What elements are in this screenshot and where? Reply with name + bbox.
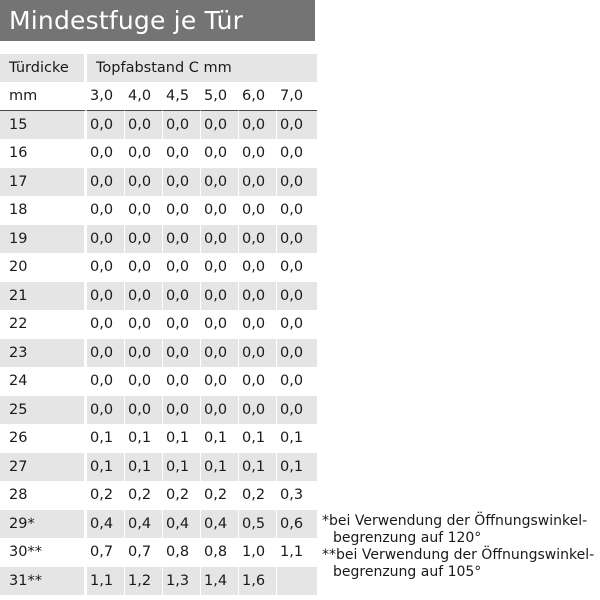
row-label: 16: [0, 139, 87, 168]
table-cell: 0,0: [163, 253, 201, 282]
row-label: 27: [0, 453, 87, 482]
header-row-2: [0, 82, 317, 111]
table-cell: 0,0: [239, 339, 277, 368]
column-header: 7,0: [277, 82, 317, 111]
table-cell: 0,1: [87, 424, 125, 453]
table-cell: 0,0: [87, 168, 125, 197]
table-row: [0, 168, 317, 197]
table-cell: 0,0: [163, 225, 201, 254]
table-cell: 0,8: [201, 538, 239, 567]
column-header: 4,5: [163, 82, 201, 111]
table-cell: 0,0: [239, 310, 277, 339]
table-cell: 0,0: [163, 367, 201, 396]
table-cell: 0,0: [125, 253, 163, 282]
row-label: 20: [0, 253, 87, 282]
table-cell: 0,0: [163, 111, 201, 140]
row-label: 23: [0, 339, 87, 368]
row-label: 31**: [0, 567, 87, 596]
table-cell: 0,1: [201, 424, 239, 453]
table-cell: 0,7: [125, 538, 163, 567]
table-row: [0, 567, 317, 596]
table-cell: 0,0: [87, 196, 125, 225]
row-label: 24: [0, 367, 87, 396]
table-cell: 0,0: [239, 111, 277, 140]
row-label: 30**: [0, 538, 87, 567]
table-row: [0, 367, 317, 396]
table-cell: 0,0: [125, 111, 163, 140]
table-cell: 0,0: [87, 225, 125, 254]
table-cell: 1,1: [280, 544, 304, 561]
table-cell: 0,0: [239, 282, 277, 311]
table-cell: 1,6: [239, 567, 277, 596]
table-cell: 0,0: [239, 253, 277, 282]
table-cell: 0,0: [87, 310, 125, 339]
footnotes: [322, 513, 594, 581]
table-cell: 0,0: [201, 196, 239, 225]
table-cell: 0,0: [125, 168, 163, 197]
table-cell: 0,0: [125, 139, 163, 168]
table-cell: 0,0: [125, 282, 163, 311]
table-cell: 0,1: [163, 424, 201, 453]
table-cell: 0,0: [280, 145, 304, 162]
table-cell: 0,0: [163, 196, 201, 225]
footnote-1-line-1: *bei Verwendung der Öffnungswinkel-: [322, 513, 588, 529]
row-label: 21: [0, 282, 87, 311]
column-header: 3,0: [87, 82, 125, 111]
table-cell: 0,0: [239, 196, 277, 225]
table-cell: 0,8: [163, 538, 201, 567]
header-door-thickness: Türdicke: [0, 54, 87, 82]
table-row: [0, 424, 317, 453]
table-cell: 0,0: [201, 367, 239, 396]
table-cell: 0,0: [280, 259, 304, 276]
table-row: [0, 225, 317, 254]
column-header: 6,0: [239, 82, 277, 111]
table-cell: 0,0: [87, 253, 125, 282]
table-cell: 0,1: [125, 424, 163, 453]
table-cell: 0,0: [239, 367, 277, 396]
table-cell: 0,1: [239, 453, 277, 482]
table-cell: 0,1: [87, 453, 125, 482]
table-cell: 0,4: [125, 510, 163, 539]
table-cell: 0,0: [277, 282, 317, 311]
table-cell: 0,1: [201, 453, 239, 482]
row-label: 25: [0, 396, 87, 425]
table-cell: 0,0: [277, 339, 317, 368]
column-header: 5,0: [201, 82, 239, 111]
table-cell: 0,0: [201, 310, 239, 339]
table-cell: 0,0: [87, 339, 125, 368]
table-cell: 0,0: [277, 225, 317, 254]
table-cell: 0,1: [239, 424, 277, 453]
table-cell: 1,3: [163, 567, 201, 596]
table-cell: 0,3: [280, 487, 304, 504]
table-cell: 0,0: [163, 139, 201, 168]
table-cell: 1,1: [87, 567, 125, 596]
table-cell: 0,0: [201, 139, 239, 168]
table-row: [0, 282, 317, 311]
row-label: 19: [0, 225, 87, 254]
table-cell: 0,0: [201, 339, 239, 368]
table-row: [0, 510, 317, 539]
table-cell: 0,0: [201, 225, 239, 254]
footnote-2-line-1: **bei Verwendung der Öffnungswinkel-: [322, 547, 595, 563]
table-cell: 0,1: [125, 453, 163, 482]
table-cell: 0,2: [163, 481, 201, 510]
table-cell: 1,0: [239, 538, 277, 567]
table-cell: 0,0: [280, 202, 304, 219]
header-cup-distance: Topfabstand C mm: [87, 54, 317, 82]
table-cell: 0,0: [125, 310, 163, 339]
table-cell: 0,0: [87, 396, 125, 425]
table-cell: 0,0: [87, 111, 125, 140]
table-cell: 0,0: [277, 111, 317, 140]
table-cell: 0,0: [125, 339, 163, 368]
header-unit: mm: [0, 82, 87, 111]
table-cell: 0,1: [163, 453, 201, 482]
table-cell: 0,0: [277, 168, 317, 197]
row-label: 17: [0, 168, 87, 197]
table-cell: 0,5: [239, 510, 277, 539]
table-cell: 0,0: [163, 282, 201, 311]
table-cell: 0,0: [280, 316, 304, 333]
table-cell: 0,0: [201, 396, 239, 425]
table-row: [0, 196, 317, 225]
table-cell: 0,2: [125, 481, 163, 510]
row-label: 26: [0, 424, 87, 453]
row-label: 18: [0, 196, 87, 225]
table-row: [0, 111, 317, 140]
table-cell: 0,2: [239, 481, 277, 510]
table-cell: 1,4: [201, 567, 239, 596]
row-label: 22: [0, 310, 87, 339]
table-cell: 0,0: [239, 396, 277, 425]
gap-table: [0, 54, 317, 595]
row-label: 15: [0, 111, 87, 140]
table-row: [0, 139, 317, 168]
table-cell: 0,0: [201, 111, 239, 140]
table-cell: 0,0: [163, 310, 201, 339]
table-cell: 0,0: [87, 139, 125, 168]
table-cell: 0,0: [239, 139, 277, 168]
table-cell: 0,0: [239, 225, 277, 254]
table-cell: 0,6: [277, 510, 317, 539]
table-cell: 0,0: [201, 253, 239, 282]
row-label: 28: [0, 481, 87, 510]
table-cell: 0,2: [201, 481, 239, 510]
column-header: 4,0: [125, 82, 163, 111]
table-cell: 0,4: [201, 510, 239, 539]
table-cell: 0,0: [125, 196, 163, 225]
table-cell: 0,0: [125, 367, 163, 396]
table-cell: 0,0: [87, 282, 125, 311]
table-cell: 0,0: [125, 396, 163, 425]
table-cell: 0,0: [280, 373, 304, 390]
table-row: [0, 396, 317, 425]
table-row: [0, 253, 317, 282]
table-cell: 0,0: [163, 339, 201, 368]
table-cell: 0,1: [277, 453, 317, 482]
table-row: [0, 538, 317, 567]
table-row: [0, 310, 317, 339]
table-cell: 0,4: [87, 510, 125, 539]
header-row-1: [0, 54, 317, 82]
table-cell: 0,4: [163, 510, 201, 539]
table-cell: 0,0: [163, 396, 201, 425]
table-cell: 0,0: [125, 225, 163, 254]
table-cell: 1,2: [125, 567, 163, 596]
table-cell: 0,0: [163, 168, 201, 197]
table-cell: 0,0: [201, 168, 239, 197]
table-cell: 0,0: [201, 282, 239, 311]
table-cell: 0,0: [277, 396, 317, 425]
footnote-2-line-2: begrenzung auf 105°: [333, 564, 482, 580]
table-row: [0, 339, 317, 368]
table-cell: 0,1: [280, 430, 304, 447]
table-cell: 0,0: [239, 168, 277, 197]
table-row: [0, 453, 317, 482]
table-cell: 0,0: [87, 367, 125, 396]
footnote-1-line-2: begrenzung auf 120°: [333, 530, 482, 546]
table-cell: 0,7: [87, 538, 125, 567]
table-cell: [277, 567, 317, 596]
table-cell: 0,2: [87, 481, 125, 510]
row-label: 29*: [0, 510, 87, 539]
table-row: [0, 481, 317, 510]
page-title: Mindestfuge je Tür: [0, 0, 315, 41]
